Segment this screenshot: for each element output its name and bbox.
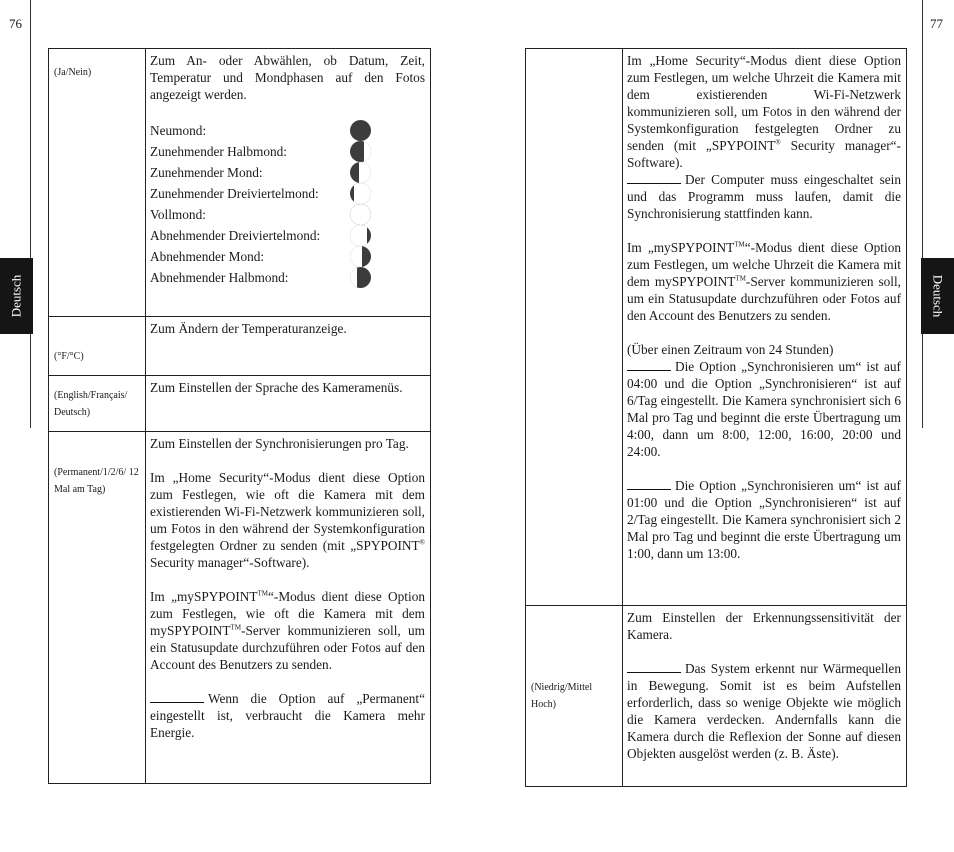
option-values-cell — [49, 432, 146, 784]
option-values-cell — [49, 376, 146, 432]
moon-phase-icon — [350, 225, 371, 246]
table-row-temperature — [49, 317, 431, 376]
description-text: Im „mySPYPOINT™“-Modus dient diese Option zum Festlegen, wie oft die Kamera mit dem mySPYPOINT™-Server kommunizieren soll, um ein Statusupdate durchzuführen oder Fotos auf den Account des Benutzers zu senden. — [150, 589, 425, 672]
settings-table-right — [525, 48, 907, 787]
example-blank-line — [627, 359, 671, 371]
language-tab-label: Deutsch — [8, 274, 24, 318]
description-text: Zum Einstellen der Erkennungssensitivität der Kamera. — [627, 610, 901, 642]
option-values-cell — [49, 317, 146, 376]
moon-phase-label: Abnehmender Halbmond: — [150, 270, 289, 285]
moon-phase-label: Abnehmender Dreiviertelmond: — [150, 228, 321, 243]
description-text: Zum An- oder Abwählen, ob Datum, Zeit, Temperatur und Mondphasen auf den Fotos angezeigt werden. — [150, 53, 425, 102]
option-values: (English/Français/ Deutsch) — [54, 389, 128, 418]
example-blank-line — [627, 478, 671, 490]
moon-phase-row — [150, 225, 425, 246]
language-tab-left — [0, 258, 33, 334]
option-values: (Niedrig/Mittel Hoch) — [531, 682, 593, 710]
description-cell — [146, 49, 431, 317]
table-row-sync-time — [526, 49, 907, 606]
table-row-language — [49, 376, 431, 432]
option-values-cell — [49, 49, 146, 317]
margin-rule-left — [30, 0, 31, 428]
description-cell — [146, 432, 431, 784]
description-text: Zum Einstellen der Synchronisierungen pro Tag. — [150, 436, 409, 451]
margin-rule-right — [922, 0, 923, 428]
moon-phase-icon — [350, 162, 371, 183]
moon-phase-icon — [350, 267, 371, 288]
description-text: Zum Einstellen der Sprache des Kameramenüs. — [150, 380, 403, 395]
description-cell — [623, 606, 907, 787]
description-cell — [146, 317, 431, 376]
option-values: (Ja/Nein) — [54, 67, 92, 78]
note-blank-line — [150, 691, 204, 703]
option-values-cell — [526, 606, 623, 787]
moon-phase-row — [150, 183, 425, 204]
page-number-left: 76 — [9, 16, 22, 31]
language-tab-label: Deutsch — [930, 274, 946, 318]
moon-phase-row — [150, 246, 425, 267]
option-values-cell — [526, 49, 623, 606]
note-text: Wenn die Option auf „Permanent“ eingestellt ist, verbraucht die Kamera mehr Energie. — [150, 691, 425, 740]
moon-phase-icon — [350, 204, 371, 225]
moon-phase-label: Neumond: — [150, 123, 207, 138]
option-values: (Permanent/1/2/6/ 12 Mal am Tag) — [54, 467, 139, 495]
moon-phase-row — [150, 141, 425, 162]
moon-phase-label: Zunehmender Halbmond: — [150, 144, 287, 159]
moon-phase-label: Zunehmender Mond: — [150, 165, 263, 180]
description-text: Im „mySPYPOINT™“-Modus dient diese Option zum Festlegen, um welche Uhrzeit die Kamera mit dem mySPYPOINT™-Server kommunizieren soll, um ein Statusupdate durchzuführen oder Fotos auf den Account des Benutzers zu senden. — [627, 240, 901, 323]
moon-phase-row — [150, 162, 425, 183]
table-row-sync-frequency — [49, 432, 431, 784]
description-text: Im „Home Security“-Modus dient diese Option zum Festlegen, wie oft die Kamera mit dem existierenden Wi-Fi-Netzwerk kommunizieren soll, um Fotos in den während der Systemkonfiguration festgelegten Ordner zu senden (mit „SPYPOINT® Security manager“-Software). — [150, 470, 425, 570]
note-blank-line — [627, 661, 681, 673]
note-text: Das System erkennt nur Wärmequellen in Bewegung. Somit ist es beim Aufstellen erforderlich, dass so wenige Objekte wie möglich die Kamera verdecken. Andernfalls kann die Kamera durch die Reflexion der Sonne auf diesen Objekten ausgelöst werden (z. B. Äste). — [627, 661, 901, 761]
description-cell — [146, 376, 431, 432]
note-blank-line — [627, 172, 681, 184]
table-row-display-info — [49, 49, 431, 317]
table-row-sensitivity — [526, 606, 907, 787]
moon-phase-row — [150, 204, 425, 225]
moon-phase-icon — [350, 120, 371, 141]
description-text: Zum Ändern der Temperaturanzeige. — [150, 321, 347, 336]
page-number-right: 77 — [930, 16, 943, 31]
moon-phase-list — [150, 120, 425, 288]
moon-phase-icon — [350, 246, 371, 267]
moon-phase-label: Abnehmender Mond: — [150, 249, 265, 264]
moon-phase-row — [150, 120, 425, 141]
moon-phase-row — [150, 267, 425, 288]
example-text: (Über einen Zeitraum von 24 Stunden) Die Option „Synchronisieren um“ ist auf 04:00 und die Option „Synchronisieren“ ist auf 6/Tag eingestellt. Die Kamera synchronisiert sich 6 Mal pro Tag und beginnt die erste Übertragung um 4:00, dann um 8:00, 12:00, 16:00, 20:00 und 24:00. — [627, 342, 901, 459]
moon-phase-label: Vollmond: — [150, 207, 206, 222]
moon-phase-label: Zunehmender Dreiviertelmond: — [150, 186, 319, 201]
example-text: Die Option „Synchronisieren um“ ist auf 01:00 und die Option „Synchronisieren“ ist auf 2/Tag eingestellt. Die Kamera synchronisiert sich 2 Mal pro Tag und beginnt die erste Übertragung um 1:00, dann um 13:00. — [627, 478, 901, 561]
option-values: (°F/°C) — [54, 351, 84, 362]
moon-phase-icon — [350, 183, 371, 204]
language-tab-right — [921, 258, 954, 334]
moon-phase-icon — [350, 141, 371, 162]
settings-table-left — [48, 48, 431, 784]
description-cell — [623, 49, 907, 606]
description-text: Im „Home Security“-Modus dient diese Option zum Festlegen, um welche Uhrzeit die Kamera mit dem existierenden Wi-Fi-Netzwerk kommunizieren soll, um Fotos in den während der Systemkonfiguration festgelegten Ordner zu senden (mit „SPYPOINT® Security manager“-Software). Der Computer muss eingeschaltet sein und das Programm muss laufen, damit die Synchronisierung stattfinden kann. — [627, 53, 901, 221]
